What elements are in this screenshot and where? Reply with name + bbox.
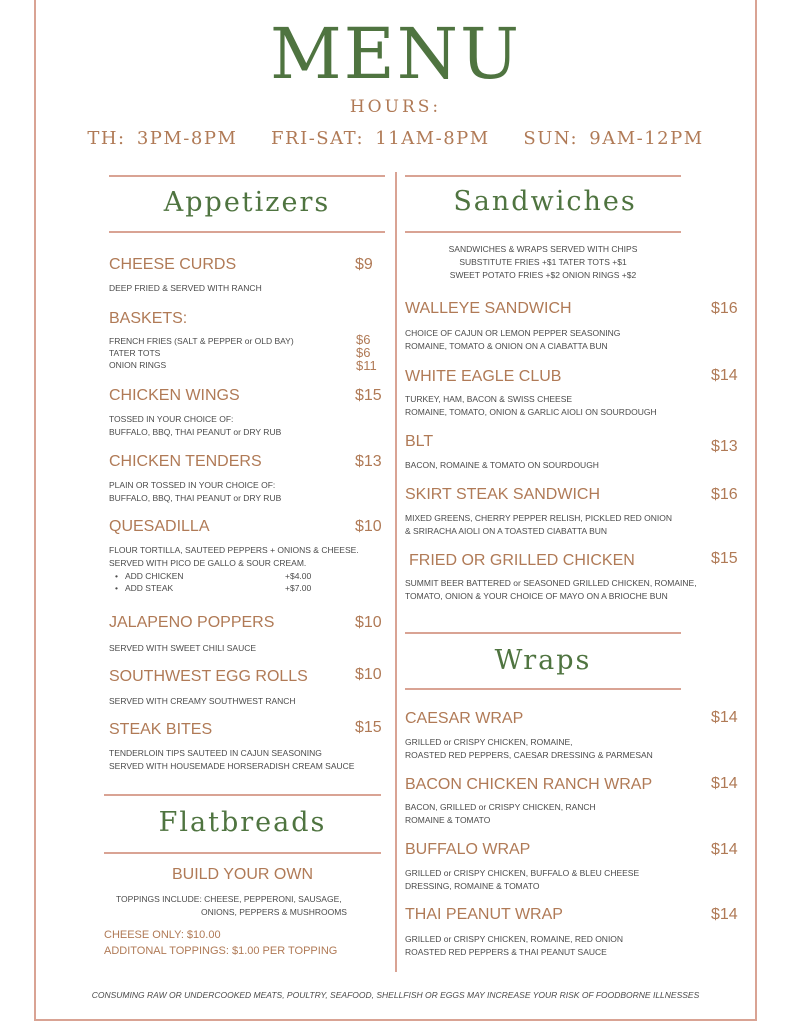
- price-walleye-sandwich: $16: [711, 300, 738, 317]
- basket-fries: FRENCH FRIES (SALT & PEPPER or OLD BAY): [109, 336, 294, 346]
- item-jalapeno-poppers: JALAPENO POPPERS: [109, 614, 275, 631]
- price-bacon-chicken-ranch-wrap: $14: [711, 775, 738, 792]
- desc-white-eagle-club: TURKEY, HAM, BACON & SWISS CHEESE ROMAINE, TOMATO, ONION & GARLIC AIOLI ON SOURDOUGH: [405, 394, 657, 417]
- wraps-rule-bottom: [405, 688, 681, 690]
- price-blt: $13: [711, 438, 738, 455]
- price-fried-or-grilled-chicken: $15: [711, 550, 738, 567]
- item-southwest-egg-rolls: SOUTHWEST EGG ROLLS: [109, 668, 308, 685]
- wraps-heading: Wraps: [494, 645, 592, 676]
- item-thai-peanut-wrap: THAI PEANUT WRAP: [405, 906, 563, 923]
- sandwiches-note-line2: SUBSTITUTE FRIES +$1 TATER TOTS +$1: [459, 257, 627, 267]
- desc-thai-peanut-wrap: GRILLED or CRISPY CHICKEN, ROMAINE, RED ONION ROASTED RED PEPPERS & THAI PEANUT SAUCE: [405, 934, 624, 957]
- flatbreads-rule-top: [104, 794, 381, 796]
- basket-rings: ONION RINGS: [109, 360, 167, 370]
- flatbreads-heading: Flatbreads: [158, 807, 327, 838]
- sandwiches-rule-top: [405, 175, 681, 177]
- item-buffalo-wrap: BUFFALO WRAP: [405, 841, 531, 858]
- desc-cheese-curds: DEEP FRIED & SERVED WITH RANCH: [109, 283, 262, 293]
- column-divider: [395, 172, 397, 972]
- price-quesadilla: $10: [355, 518, 382, 535]
- desc-chicken-wings: TOSSED IN YOUR CHOICE OF: BUFFALO, BBQ, THAI PEANUT or DRY RUB: [109, 414, 282, 437]
- desc-skirt-steak-sandwich: MIXED GREENS, CHERRY PEPPER RELISH, PICKLED RED ONION & SRIRACHA AIOLI ON A TOASTED CIABATTA BUN: [405, 513, 673, 536]
- sandwiches-heading: Sandwiches: [453, 186, 637, 217]
- price-thai-peanut-wrap: $14: [711, 906, 738, 923]
- desc-chicken-tenders: PLAIN OR TOSSED IN YOUR CHOICE OF: BUFFALO, BBQ, THAI PEANUT or DRY RUB: [109, 480, 282, 503]
- addon-steak: • ADD STEAK: [125, 582, 173, 594]
- price-basket-tots: $6: [356, 345, 371, 360]
- price-buffalo-wrap: $14: [711, 841, 738, 858]
- hours-label: HOURS:: [349, 97, 442, 117]
- flatbread-additional-toppings: ADDITONAL TOPPINGS: $1.00 PER TOPPING: [104, 945, 338, 957]
- menu-title: MENU: [269, 13, 522, 95]
- sandwiches-note-line3: SWEET POTATO FRIES +$2 ONION RINGS +$2: [449, 270, 637, 280]
- price-southwest-egg-rolls: $10: [355, 666, 382, 683]
- price-jalapeno-poppers: $10: [355, 614, 382, 631]
- desc-buffalo-wrap: GRILLED or CRISPY CHICKEN, BUFFALO & BLEU CHEESE DRESSING, ROMAINE & TOMATO: [405, 868, 640, 891]
- flatbread-toppings-line1: TOPPINGS INCLUDE: CHEESE, PEPPERONI, SAUSAGE,: [116, 894, 342, 904]
- flatbreads-rule-bottom: [104, 852, 381, 854]
- price-skirt-steak-sandwich: $16: [711, 486, 738, 503]
- price-chicken-tenders: $13: [355, 453, 382, 470]
- price-caesar-wrap: $14: [711, 709, 738, 726]
- foodborne-illness-notice: CONSUMING RAW OR UNDERCOOKED MEATS, POULTRY, SEAFOOD, SHELLFISH OR EGGS MAY INCREASE YOUR RISK OF FOODBORNE ILLNESSES: [91, 990, 700, 1000]
- price-white-eagle-club: $14: [711, 367, 738, 384]
- hours-text: TH: 3PM-8PM FRI-SAT: 11AM-8PM SUN: 9AM-12PM: [87, 128, 704, 149]
- item-skirt-steak-sandwich: SKIRT STEAK SANDWICH: [405, 486, 600, 503]
- item-fried-or-grilled-chicken: FRIED OR GRILLED CHICKEN: [409, 552, 635, 569]
- sandwiches-rule-bottom: [405, 231, 681, 233]
- item-baskets: BASKETS:: [109, 310, 188, 327]
- addon-chicken-price: +$4.00: [285, 571, 312, 581]
- item-chicken-tenders: CHICKEN TENDERS: [109, 453, 262, 470]
- price-steak-bites: $15: [355, 719, 382, 736]
- flatbread-cheese-only: CHEESE ONLY: $10.00: [104, 929, 221, 941]
- item-quesadilla: QUESADILLA: [109, 518, 210, 535]
- item-steak-bites: STEAK BITES: [109, 721, 213, 738]
- price-basket-fries: $6: [356, 332, 371, 347]
- desc-steak-bites: TENDERLOIN TIPS SAUTEED IN CAJUN SEASONING SERVED WITH HOUSEMADE HORSERADISH CREAM SAUCE: [109, 748, 355, 771]
- appetizers-rule-bottom: [109, 231, 385, 233]
- price-cheese-curds: $9: [355, 256, 373, 273]
- flatbread-build-your-own: BUILD YOUR OWN: [171, 866, 314, 883]
- item-chicken-wings: CHICKEN WINGS: [109, 387, 240, 404]
- wraps-rule-top: [405, 632, 681, 634]
- basket-tots: TATER TOTS: [109, 348, 161, 358]
- item-cheese-curds: CHEESE CURDS: [109, 256, 237, 273]
- desc-walleye-sandwich: CHOICE OF CAJUN OR LEMON PEPPER SEASONING ROMAINE, TOMATO & ONION ON A CIABATTA BUN: [405, 328, 621, 351]
- addon-chicken: • ADD CHICKEN: [125, 570, 184, 582]
- price-chicken-wings: $15: [355, 387, 382, 404]
- desc-caesar-wrap: GRILLED or CRISPY CHICKEN, ROMAINE, ROASTED RED PEPPERS, CAESAR DRESSING & PARMESAN: [405, 737, 653, 760]
- desc-southwest-egg-rolls: SERVED WITH CREAMY SOUTHWEST RANCH: [109, 696, 296, 706]
- item-blt: BLT: [405, 433, 434, 450]
- addon-steak-price: +$7.00: [285, 583, 312, 593]
- desc-quesadilla: FLOUR TORTILLA, SAUTEED PEPPERS + ONIONS & CHEESE. SERVED WITH PICO DE GALLO & SOUR CREAM.: [109, 545, 359, 568]
- item-white-eagle-club: WHITE EAGLE CLUB: [405, 368, 562, 385]
- item-caesar-wrap: CAESAR WRAP: [405, 710, 524, 727]
- item-walleye-sandwich: WALLEYE SANDWICH: [405, 300, 572, 317]
- item-bacon-chicken-ranch-wrap: BACON CHICKEN RANCH WRAP: [405, 776, 653, 793]
- price-basket-rings: $11: [356, 358, 377, 373]
- sandwiches-note-line1: SANDWICHES & WRAPS SERVED WITH CHIPS: [448, 244, 638, 254]
- desc-bacon-chicken-ranch-wrap: BACON, GRILLED or CRISPY CHICKEN, RANCH ROMAINE & TOMATO: [405, 802, 596, 825]
- appetizers-heading: Appetizers: [163, 187, 331, 218]
- flatbread-toppings-line2: ONIONS, PEPPERS & MUSHROOMS: [201, 907, 347, 917]
- appetizers-rule-top: [109, 175, 385, 177]
- desc-jalapeno-poppers: SERVED WITH SWEET CHILI SAUCE: [109, 643, 257, 653]
- desc-blt: BACON, ROMAINE & TOMATO ON SOURDOUGH: [405, 460, 599, 470]
- desc-fried-or-grilled-chicken: SUMMIT BEER BATTERED or SEASONED GRILLED CHICKEN, ROMAINE, TOMATO, ONION & YOUR CHOICE OF MAYO ON A BRIOCHE BUN: [405, 578, 697, 601]
